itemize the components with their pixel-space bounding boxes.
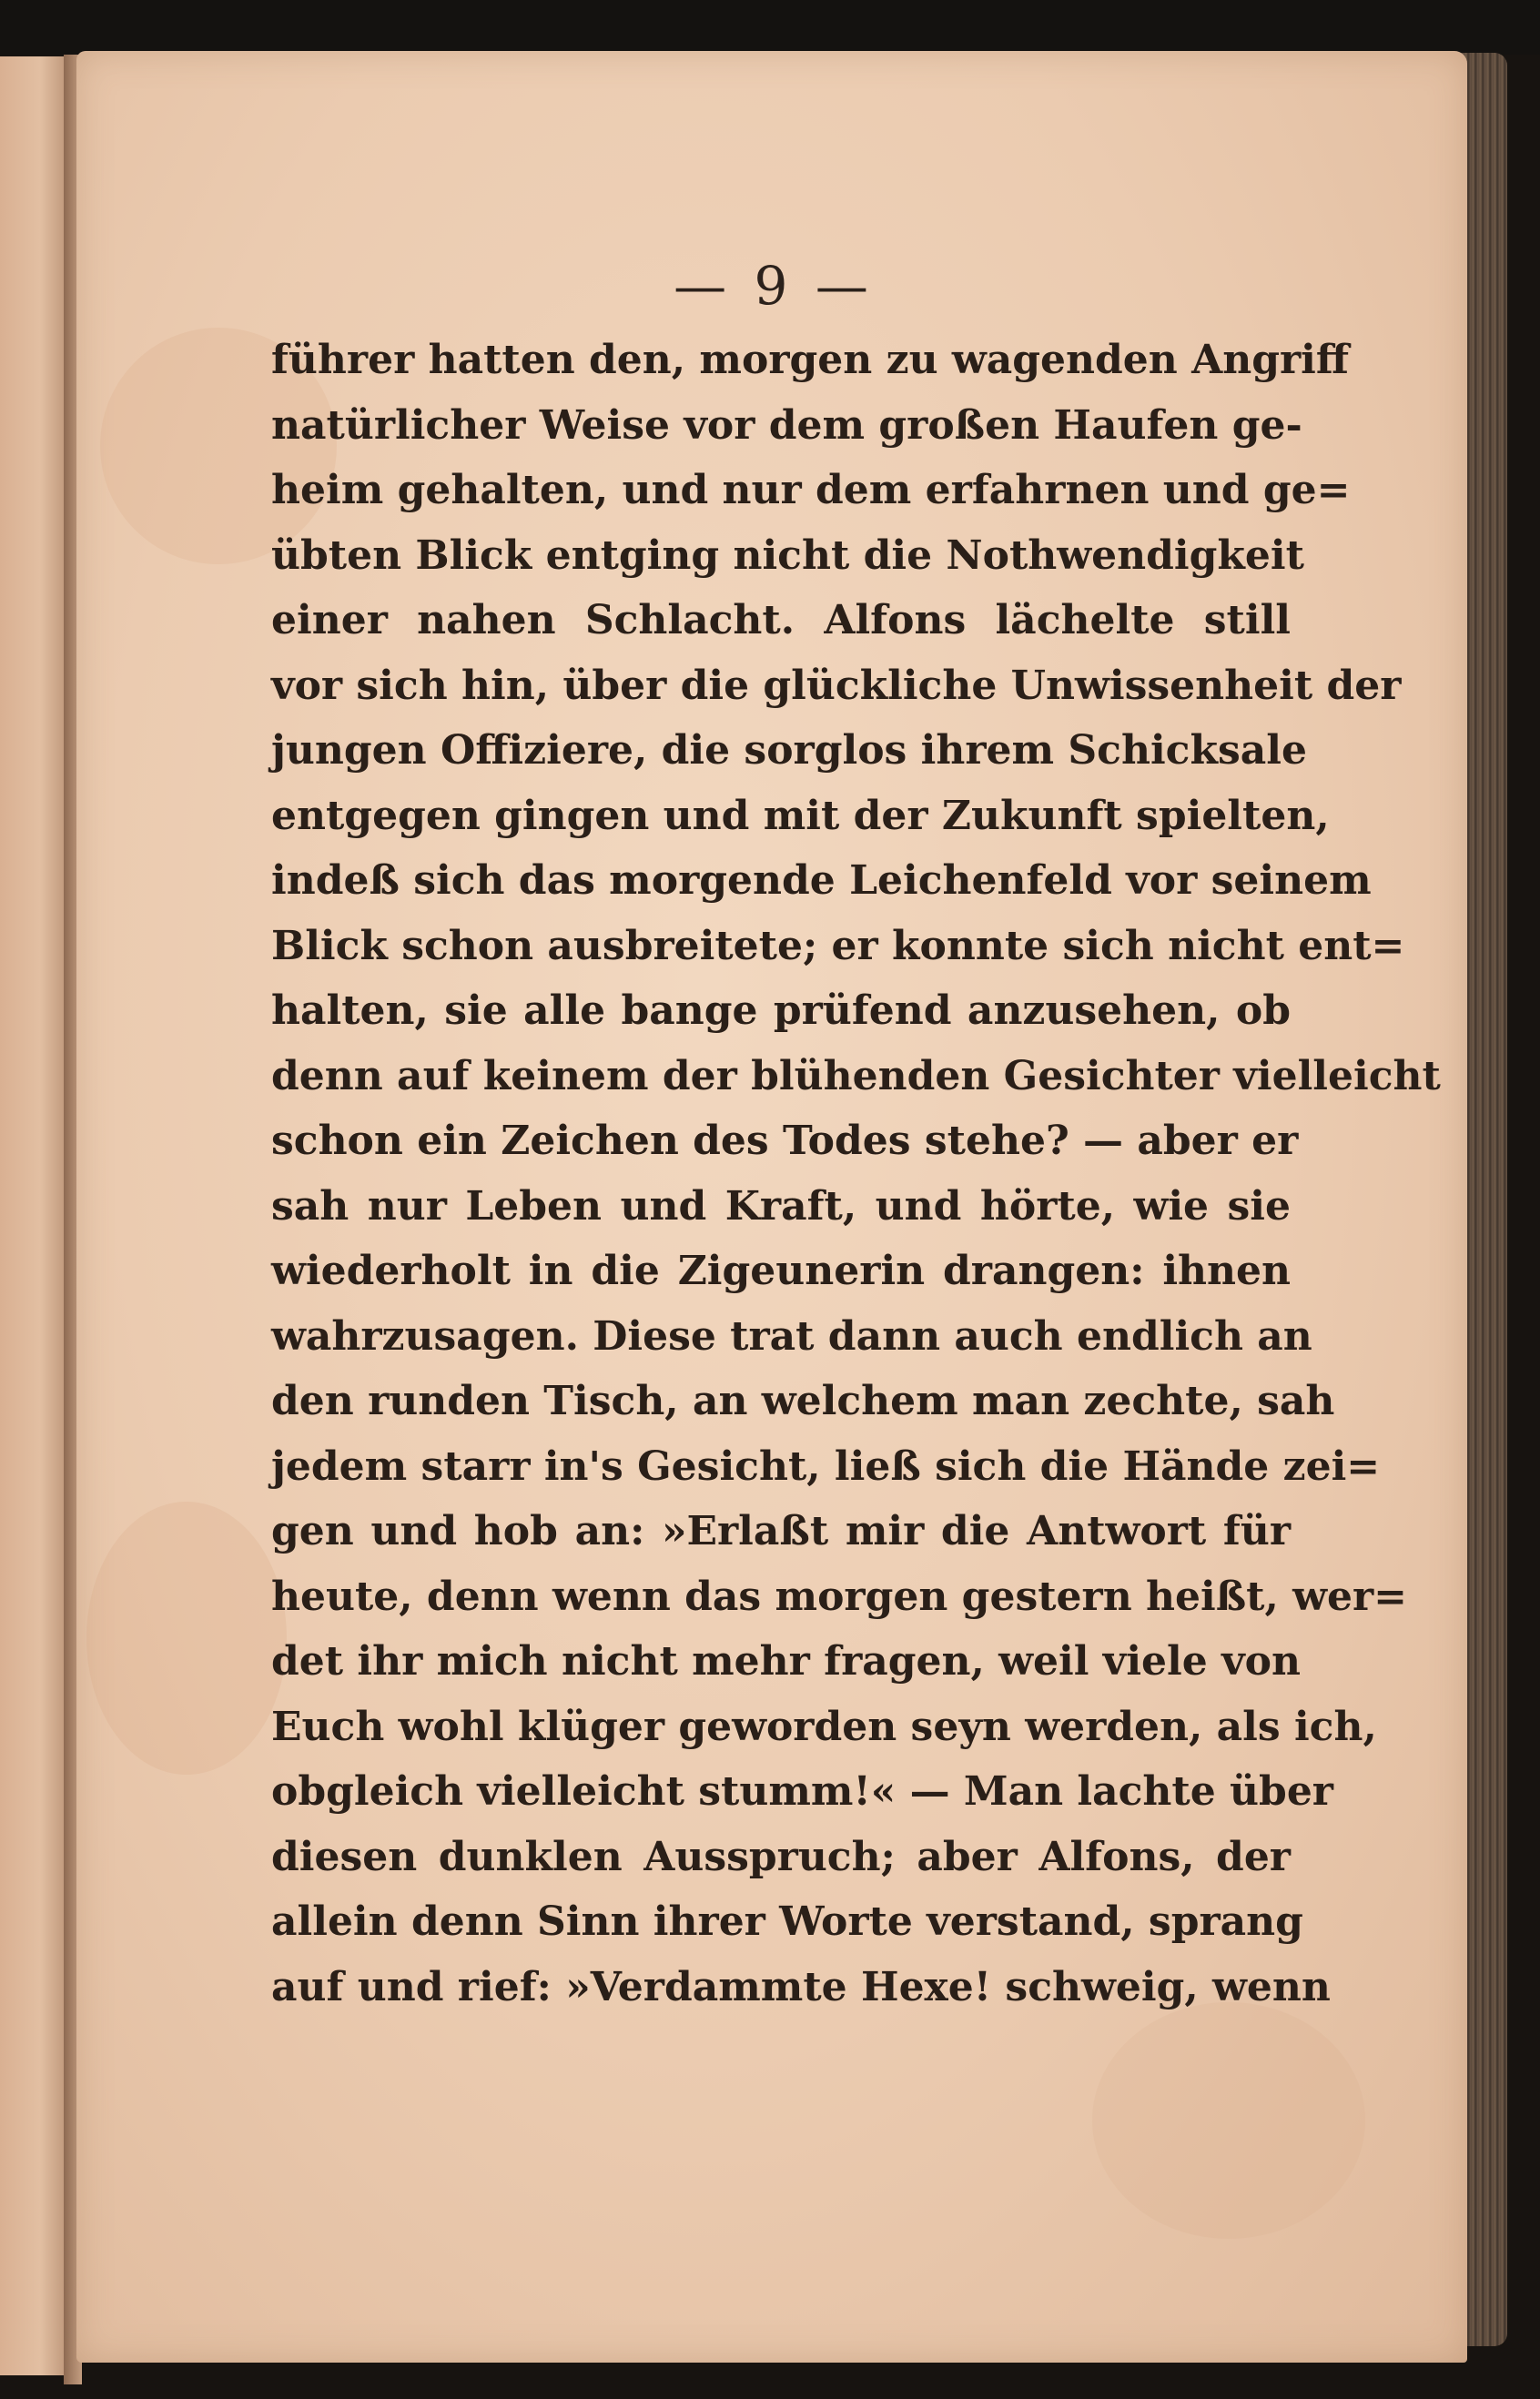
- text-line: obgleich vielleicht stumm!« — Man lachte über: [271, 1768, 1333, 1815]
- text-line: übten Blick entging nicht die Nothwendigkeit: [271, 531, 1304, 579]
- text-line: vor sich hin, über die glückliche Unwissenheit der: [271, 662, 1402, 709]
- text-line: jungen Offiziere, die sorglos ihrem Schicksale: [271, 727, 1307, 774]
- paper-stain: [86, 1502, 287, 1775]
- text-line: wiederholt in die Zigeunerin drangen: ihnen: [271, 1248, 1291, 1294]
- text-line: sah nur Leben und Kraft, und hörte, wie sie: [271, 1182, 1291, 1230]
- text-line: denn auf keinem der blühenden Gesichter vielleicht: [271, 1052, 1441, 1099]
- text-line: einer nahen Schlacht. Alfons lächelte still: [271, 597, 1291, 643]
- body-text: [271, 328, 1441, 2019]
- paper-stain: [1092, 2002, 1365, 2239]
- text-line: jedem starr in's Gesicht, ließ sich die Hände zei=: [271, 1442, 1381, 1490]
- text-line: Blick schon ausbreitete; er konnte sich nicht ent=: [271, 922, 1405, 969]
- text-line: indeß sich das morgende Leichenfeld vor seinem: [271, 857, 1372, 904]
- text-line: det ihr mich nicht mehr fragen, weil viele von: [271, 1638, 1301, 1685]
- text-line: wahrzusagen. Diese trat dann auch endlich an: [271, 1312, 1312, 1360]
- text-line: schon ein Zeichen des Todes stehe? — aber er: [271, 1118, 1299, 1164]
- text-line: diesen dunklen Ausspruch; aber Alfons, der: [271, 1833, 1291, 1880]
- text-line: halten, sie alle bange prüfend anzusehen, ob: [271, 987, 1291, 1034]
- page-number: — 9 —: [674, 255, 874, 317]
- text-line: gen und hob an: »Erlaßt mir die Antwort für: [271, 1508, 1291, 1554]
- text-line: allein denn Sinn ihrer Worte verstand, sprang: [271, 1898, 1303, 1945]
- text-line: führer hatten den, morgen zu wagenden Angriff: [271, 337, 1349, 383]
- text-line: den runden Tisch, an welchem man zechte, sah: [271, 1378, 1335, 1424]
- text-line: Euch wohl klüger geworden seyn werden, als ich,: [271, 1703, 1377, 1750]
- facing-page-edge: [0, 56, 73, 2375]
- text-line: auf und rief: »Verdammte Hexe! schweig, wenn: [271, 1963, 1331, 2010]
- text-line: natürlicher Weise vor dem großen Haufen ge-: [271, 401, 1302, 449]
- text-line: heute, denn wenn das morgen gestern heißt, wer=: [271, 1573, 1408, 1620]
- text-line: entgegen gingen und mit der Zukunft spielten,: [271, 792, 1330, 839]
- text-line: heim gehalten, und nur dem erfahrnen und ge=: [271, 467, 1351, 513]
- scan-background-top: [0, 0, 1540, 55]
